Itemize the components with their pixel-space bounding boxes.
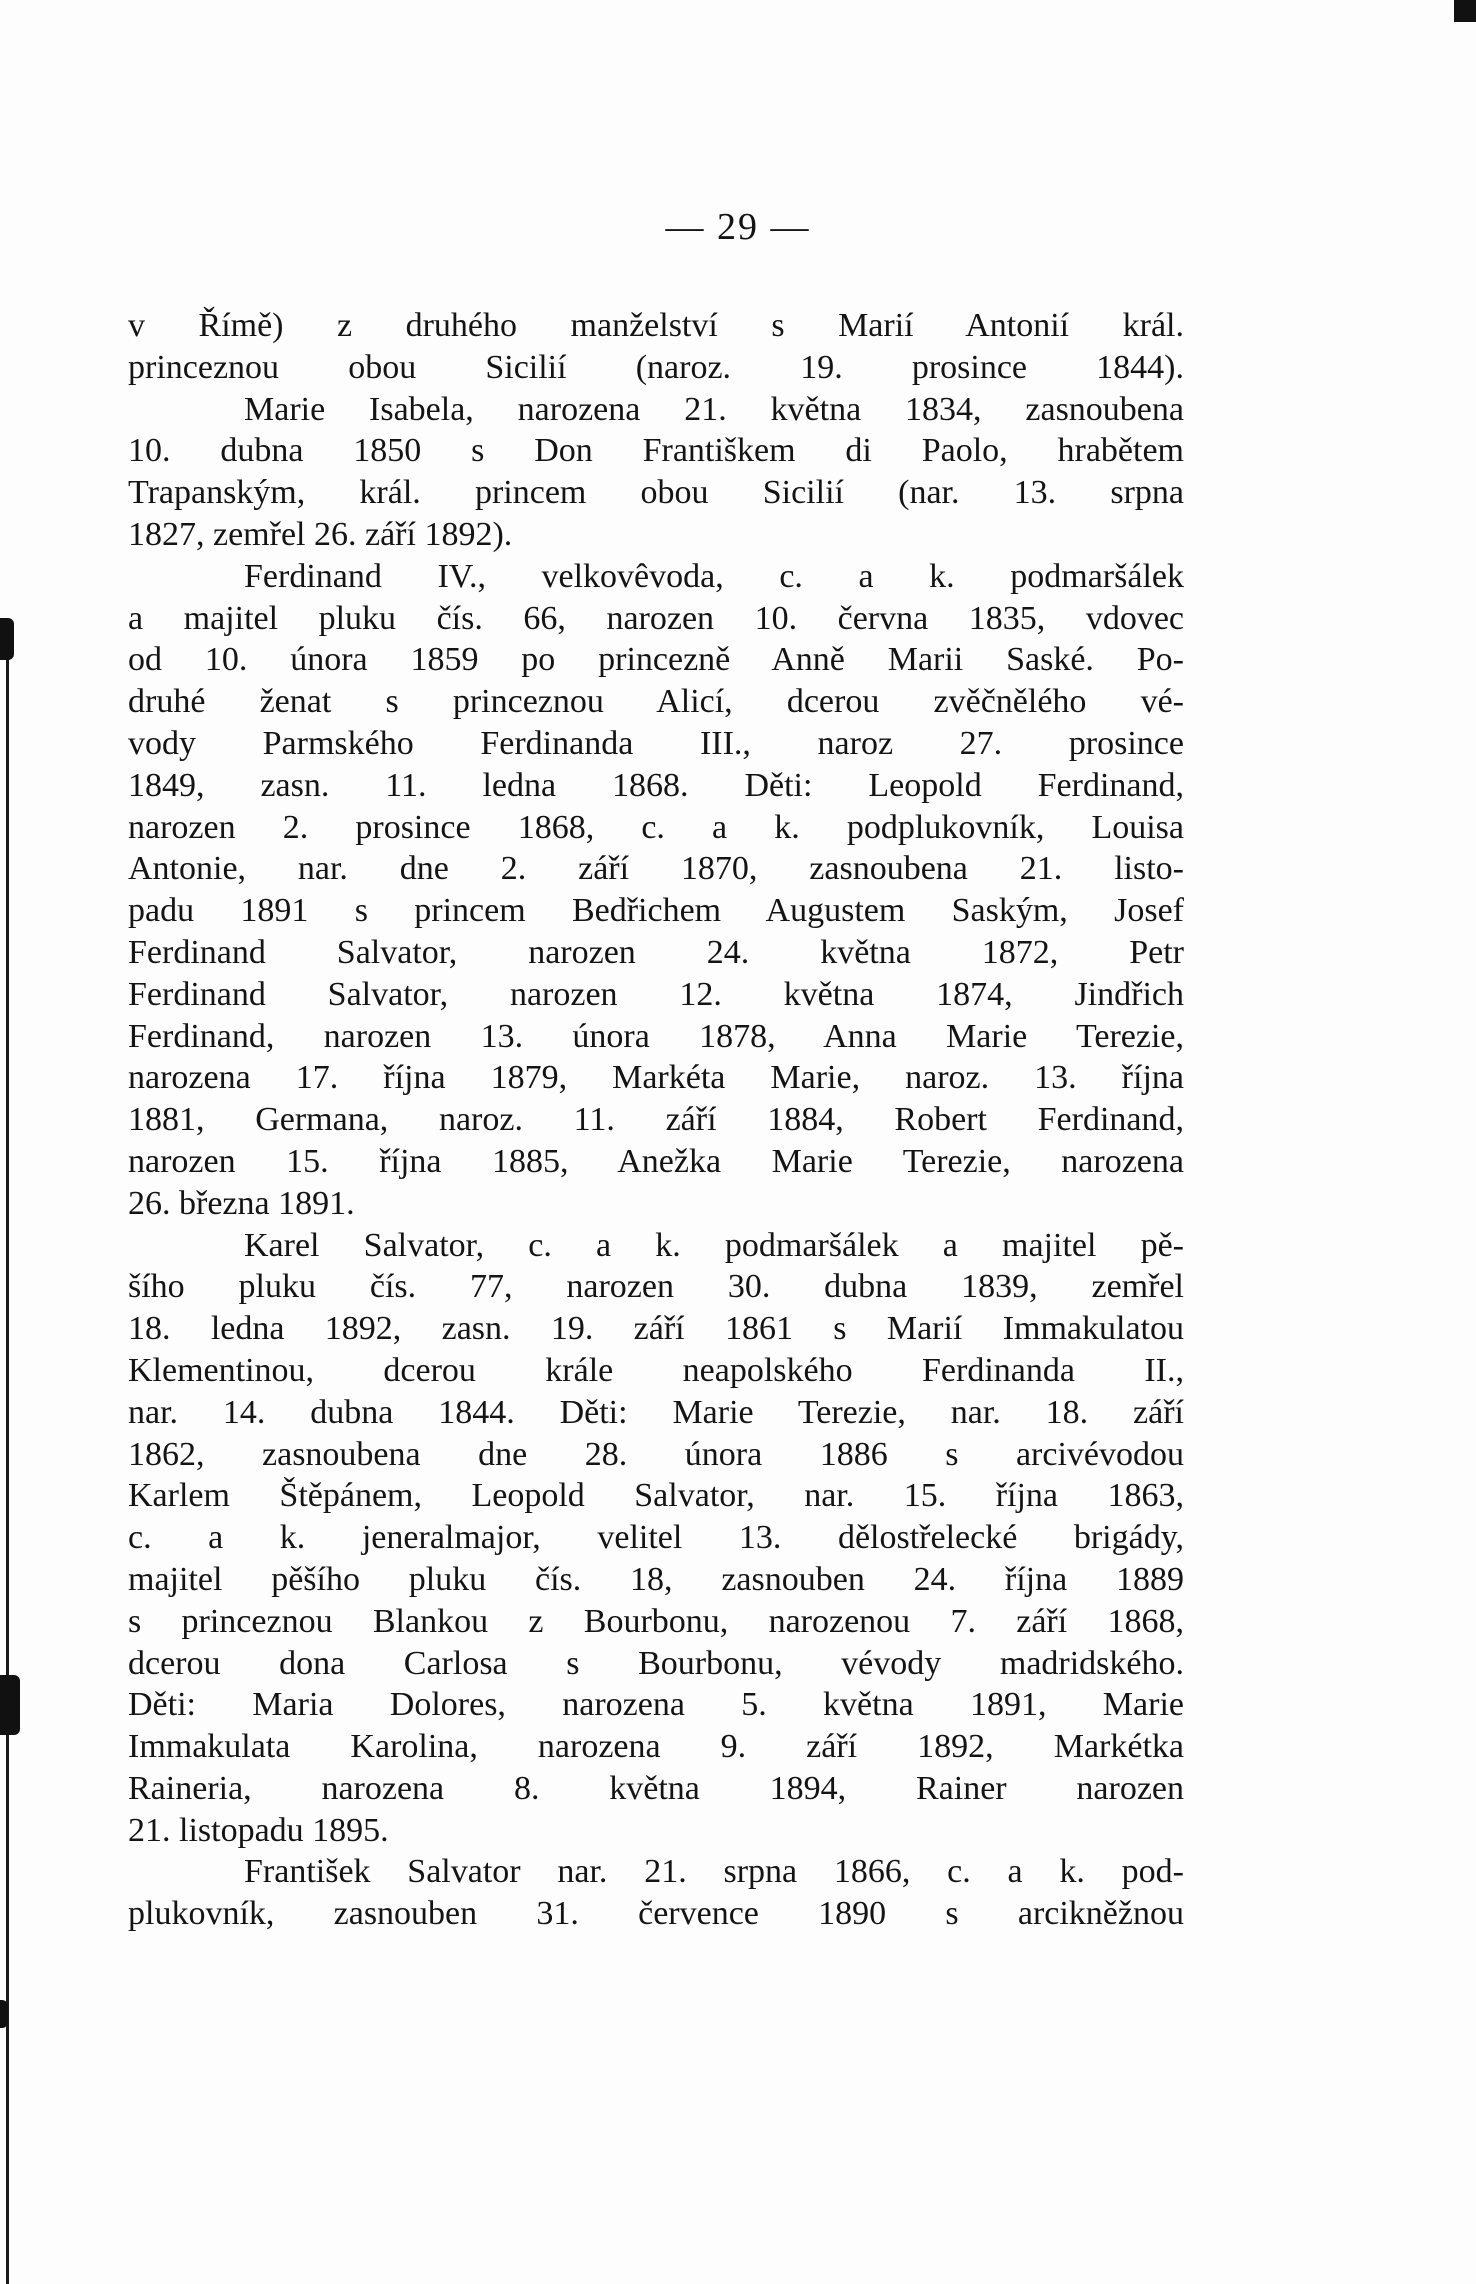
- text-line: princeznou obou Sicilií (naroz. 19. prosince 1844).: [128, 348, 1184, 386]
- text-line: Karel Salvator, c. a k. podmaršálek a majitel pě-: [244, 1226, 1184, 1264]
- text-line: plukovník, zasnouben 31. července 1890 s arcikněžnou: [128, 1895, 1184, 1933]
- binding-edge-blot: [0, 2000, 8, 2028]
- text-line: majitel pěšího pluku čís. 18, zasnouben 24. října 1889: [128, 1560, 1184, 1598]
- text-line: 1827, zemřel 26. září 1892).: [128, 515, 513, 553]
- text-line: Karlem Štěpánem, Leopold Salvator, nar. 15. října 1863,: [128, 1477, 1184, 1515]
- text-line: c. a k. jeneralmajor, velitel 13. dělostřelecké brigády,: [128, 1519, 1184, 1557]
- text-line: Děti: Maria Dolores, narozena 5. května 1891, Marie: [128, 1686, 1184, 1724]
- scan-corner-mark: [1454, 0, 1476, 22]
- text-line: narozena 17. října 1879, Markéta Marie, naroz. 13. října: [128, 1059, 1184, 1097]
- text-line: Immakulata Karolina, narozena 9. září 1892, Markétka: [128, 1728, 1184, 1766]
- page-number: — 29 —: [665, 206, 811, 248]
- body-text: [128, 305, 1184, 1935]
- text-line: 26. března 1891.: [128, 1184, 355, 1222]
- binding-edge-blot: [0, 618, 14, 660]
- binding-edge-blot: [0, 1675, 20, 1735]
- text-line: 18. ledna 1892, zasn. 19. září 1861 s Marií Immakulatou: [128, 1310, 1184, 1348]
- text-line: Ferdinand Salvator, narozen 12. května 1874, Jindřich: [128, 975, 1184, 1013]
- text-line: František Salvator nar. 21. srpna 1866, c. a k. pod-: [244, 1853, 1184, 1891]
- text-line: Ferdinand IV., velkovêvoda, c. a k. podmaršálek: [244, 557, 1184, 595]
- text-line: Trapanským, král. princem obou Sicilií (nar. 13. srpna: [128, 474, 1184, 512]
- text-line: od 10. února 1859 po princezně Anně Marii Saské. Po-: [128, 641, 1184, 679]
- text-line: 21. listopadu 1895.: [128, 1811, 389, 1849]
- text-line: nar. 14. dubna 1844. Děti: Marie Terezie, nar. 18. září: [128, 1393, 1184, 1431]
- text-line: padu 1891 s princem Bedřichem Augustem Saským, Josef: [128, 892, 1184, 930]
- text-line: dcerou dona Carlosa s Bourbonu, vévody madridského.: [128, 1644, 1184, 1682]
- text-line: v Římě) z druhého manželství s Marií Antonií král.: [128, 307, 1184, 344]
- text-line: vody Parmského Ferdinanda III., naroz 27. prosince: [128, 724, 1184, 762]
- binding-edge-line: [6, 640, 9, 2284]
- text-line: a majitel pluku čís. 66, narozen 10. června 1835, vdovec: [128, 599, 1184, 637]
- text-line: Raineria, narozena 8. května 1894, Rainer narozen: [128, 1769, 1184, 1807]
- text-line: s princeznou Blankou z Bourbonu, narozenou 7. září 1868,: [128, 1602, 1184, 1640]
- text-line: narozen 2. prosince 1868, c. a k. podplukovník, Louisa: [128, 808, 1184, 846]
- text-line: druhé ženat s princeznou Alicí, dcerou zvěčnělého vé-: [128, 683, 1184, 721]
- text-line: 1849, zasn. 11. ledna 1868. Děti: Leopold Ferdinand,: [128, 766, 1184, 804]
- text-line: Ferdinand, narozen 13. února 1878, Anna Marie Terezie,: [128, 1017, 1184, 1055]
- text-line: Antonie, nar. dne 2. září 1870, zasnoubena 21. listo-: [128, 850, 1184, 888]
- text-line: Marie Isabela, narozena 21. května 1834, zasnoubena: [244, 390, 1184, 428]
- text-line: šího pluku čís. 77, narozen 30. dubna 1839, zemřel: [128, 1268, 1184, 1306]
- text-line: Ferdinand Salvator, narozen 24. května 1872, Petr: [128, 933, 1184, 971]
- text-line: 1862, zasnoubena dne 28. února 1886 s arcivévodou: [128, 1435, 1184, 1473]
- text-line: 10. dubna 1850 s Don Františkem di Paolo, hrabětem: [128, 432, 1184, 470]
- text-line: Klementinou, dcerou krále neapolského Ferdinanda II.,: [128, 1351, 1184, 1389]
- text-line: 1881, Germana, naroz. 11. září 1884, Robert Ferdinand,: [128, 1101, 1184, 1139]
- text-line: narozen 15. října 1885, Anežka Marie Terezie, narozena: [128, 1142, 1184, 1180]
